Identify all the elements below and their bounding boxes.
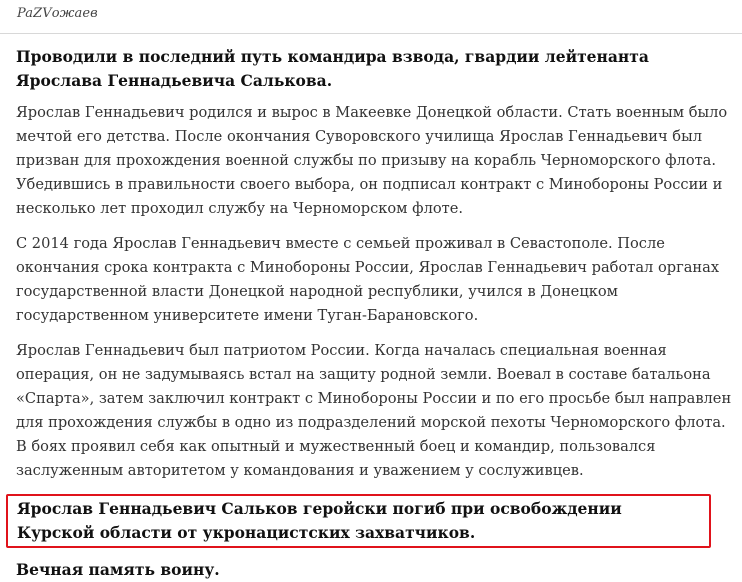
closing-line: Вечная память воину. bbox=[16, 560, 220, 579]
article-paragraph-2: С 2014 года Ярослав Геннадьевич вместе с семьей проживал в Севастополе. После окончания срока контракта с Минобороны России, Ярослав Геннадьевич работал органах государственной власти Донецкой народной республики, учился в Донецком государственном университете имени Туган-Барановского. bbox=[16, 235, 720, 324]
article-paragraph-1: Ярослав Геннадьевич родился и вырос в Макеевке Донецкой области. Стать военным было мечтой его детства. После окончания Суворовского училища Ярослав Геннадьевич был призван для прохождения военной службы по призыву на корабль Черноморского флота. Убедившись в правильности своего выбора, он подписал контракт с Минобороны России и несколько лет проходил службу на Черноморском флоте. bbox=[16, 104, 728, 217]
article-headline: Проводили в последний путь командира взвода, гвардии лейтенанта Ярослава Геннадьевича Салькова. bbox=[16, 47, 649, 90]
article-body bbox=[16, 45, 738, 582]
author-name[interactable]: PaZVожаев bbox=[17, 6, 98, 21]
highlighted-statement: Ярослав Геннадьевич Сальков геройски погиб при освобождении Курской области от укронацистских захватчиков. bbox=[6, 494, 711, 548]
article-paragraph-3: Ярослав Геннадьевич был патриотом России. Когда началась специальная военная операция, он не задумываясь встал на защиту родной земли. Воевал в составе батальона «Спарта», затем заключил контракт с Минобороны России и по его просьбе был направлен для прохождения службы в одно из подразделений морской пехоты Черноморского флота. В боях проявил себя как опытный и мужественный боец и командир, пользовался заслуженным авторитетом у командования и уважением у сослуживцев. bbox=[16, 342, 732, 479]
author-header bbox=[0, 0, 742, 34]
